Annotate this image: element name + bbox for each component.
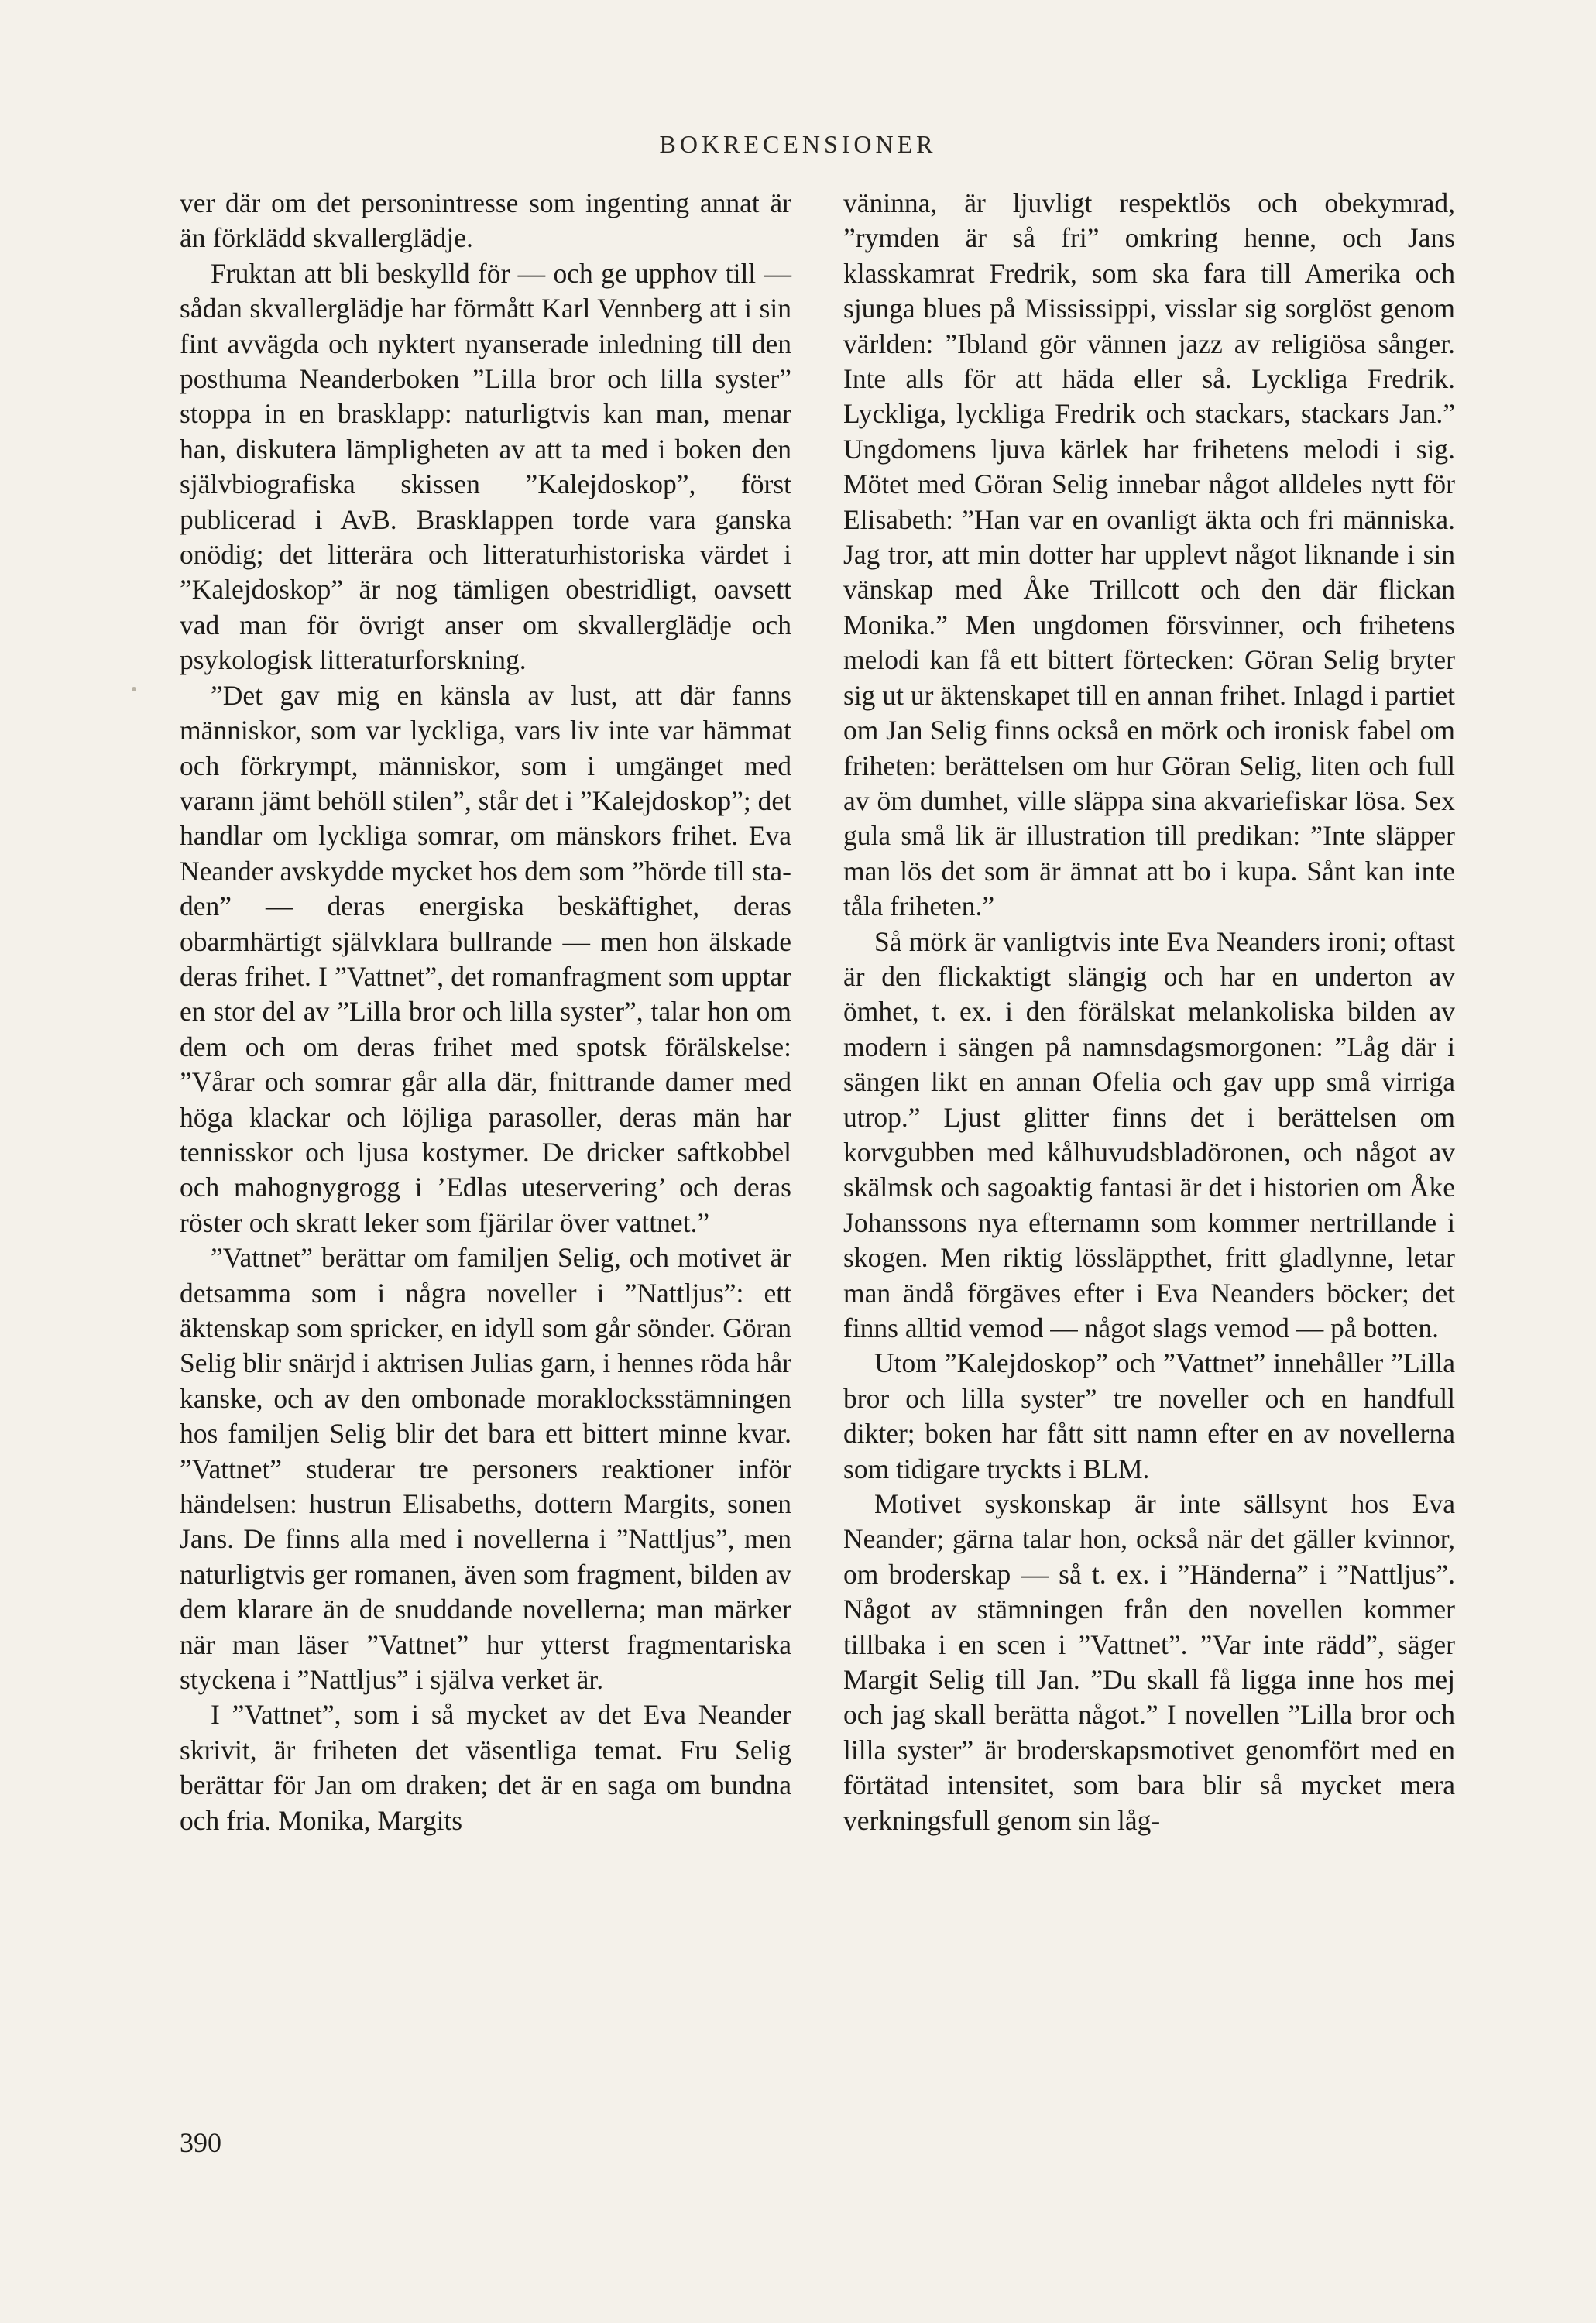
paragraph: Fruktan att bli beskylld för — och ge upphov till — sådan skvallerglädje har förmått Karl Vennberg att i sin fint avvägda och nyktert nyanserade inledning till den posthuma Neanderboken ”Lilla bror och lilla syster” stoppa in en brasklapp: naturligtvis kan man, menar han, diskutera lämpligheten av att ta med i boken den självbiografiska skissen ”Kalejdoskop”, först publicerad i AvB. Brasklappen torde vara ganska onödig; det litterära och litteraturhistoriska värdet i ”Kalejdoskop” är nog tämligen obestridligt, oavsett vad man för övrigt anser om skvallerglädje och psykologisk litteraturforskning. <box>180 257 791 676</box>
paragraph: väninna, är ljuvligt respektlös och obekymrad, ”rymden är så fri” omkring henne, och Jans klasskamrat Fredrik, som ska fara till Amerika och sjunga blues på Mississippi, visslar sig sorglöst genom världen: ”Ibland gör vännen jazz av religiösa sånger. Inte alls för att häda eller så. Lyckliga Fredrik. Lyckliga, lyckliga Fredrik och stackars, stackars Jan.” Ungdomens ljuva kärlek har frihetens melodi i sig. Mötet med Göran Selig innebar något alldeles nytt för Elisabeth: ”Han var en ovanligt äkta och fri människa. Jag tror, att min dotter har upplevt något liknande i sin vänskap med Åke Trillcott och den där flickan Monika.” Men ungdomen försvinner, och frihetens melodi kan få ett bittert förtecken: Göran Selig bryter sig ut ur äktenskapet till en annan frihet. Inlagd i partiet om Jan Selig finns också en mörk och ironisk fabel om friheten: berättelsen om hur Göran Selig, liten och full av öm dumhet, ville släppa sina akvariefiskar lösa. Sex gula små lik är illustration till predikan: ”Inte släpper man lös det som är ämnat att bo i kupa. Sånt kan inte tåla friheten.” <box>843 187 1455 922</box>
margin-speck <box>132 687 136 691</box>
right-column <box>843 186 1455 1838</box>
paragraph: ver där om det personintresse som ingenting annat är än förklädd skvallerglädje. <box>180 187 791 254</box>
paragraph: ”Det gav mig en känsla av lust, att där fanns människor, som var lyckliga, vars liv inte var hämmat och förkrympt, människor, som i umgänget med varann jämt behöll stilen”, står det i ”Kalejdoskop”; det handlar om lyckliga somrar, om mänskors frihet. Eva Neander avskydde mycket hos dem som ”hörde till staden” — deras energiska beskäftighet, deras obarmhärtigt självklara bullrande — men hon älskade deras frihet. I ”Vattnet”, det romanfragment som upptar en stor del av ”Lilla bror och lilla syster”, talar hon om dem och om deras frihet med spotsk förälskelse: ”Vårar och somrar går alla där, fnittrande damer med höga klackar och löjliga parasoller, deras män har tennisskor och ljusa kostymer. De dricker saftkobbel och mahognygrogg i ’Edlas uteservering’ och deras röster och skratt leker som fjärilar över vattnet.” <box>180 679 791 1238</box>
page-number: 390 <box>180 2127 221 2158</box>
running-head: BOKRECENSIONER <box>659 130 937 158</box>
paragraph: Motivet syskonskap är inte sällsynt hos Eva Neander; gärna talar hon, också när det gäller kvinnor, om broderskap — så t. ex. i ”Händerna” i ”Nattljus”. Något av stämningen från den novellen kommer tillbaka i en scen i ”Vattnet”. ”Var inte rädd”, säger Margit Selig till Jan. ”Du skall få ligga inne hos mej och jag skall berätta något.” I novellen ”Lilla bror och lilla syster” är broderskapsmotivet genomfört med en förtätad intensitet, som bara blir så mycket mera verkningsfull genom sin låg- <box>843 1488 1455 1836</box>
paragraph: Så mörk är vanligtvis inte Eva Neanders ironi; oftast är den flickaktigt slängig och har en underton av ömhet, t. ex. i den förälskat melankoliska bilden av modern i sängen på namnsdagsmorgonen: ”Låg där i sängen likt en annan Ofelia och gav upp små virriga utrop.” Ljust glitter finns det i berättelsen om korvgubben med kålhuvudsbladöronen, och något av skälmsk och sagoaktig fantasi är det i historien om Åke Johanssons nya efternamn som kommer nertrillande i skogen. Men riktig lössläppthet, fritt gladlynne, letar man ändå förgäves efter i Eva Neanders böcker; det finns alltid vemod — något slags vemod — på botten. <box>843 925 1455 1343</box>
left-column <box>180 186 791 1838</box>
paragraph: Utom ”Kalejdoskop” och ”Vattnet” innehåller ”Lilla bror och lilla syster” tre noveller och en handfull dikter; boken har fått sitt namn efter en av novellerna som tidigare tryckts i BLM. <box>843 1347 1455 1484</box>
paragraph: I ”Vattnet”, som i så mycket av det Eva Neander skrivit, är friheten det väsentliga temat. Fru Selig berättar för Jan om draken; det är en saga om bundna och fria. Monika, Margits <box>180 1699 791 1836</box>
paragraph: ”Vattnet” berättar om familjen Selig, och motivet är detsamma som i några noveller i ”Nattljus”: ett äktenskap som spricker, en idyll som går sönder. Göran Selig blir snärjd i aktrisen Julias garn, i hennes röda hår kanske, och av den ombonade moraklocksstämningen hos familjen Selig blir det bara ett bittert minne kvar. ”Vattnet” studerar tre personers reaktioner inför händelsen: hustrun Elisabeths, dottern Margits, sonen Jans. De finns alla med i novellerna i ”Nattljus”, men naturligtvis ger romanen, även som fragment, bilden av dem klarare än de snuddande novellerna; man märker när man läser ”Vattnet” hur ytterst fragmentariska styckena i ”Nattljus” i själva verket är. <box>180 1242 791 1696</box>
